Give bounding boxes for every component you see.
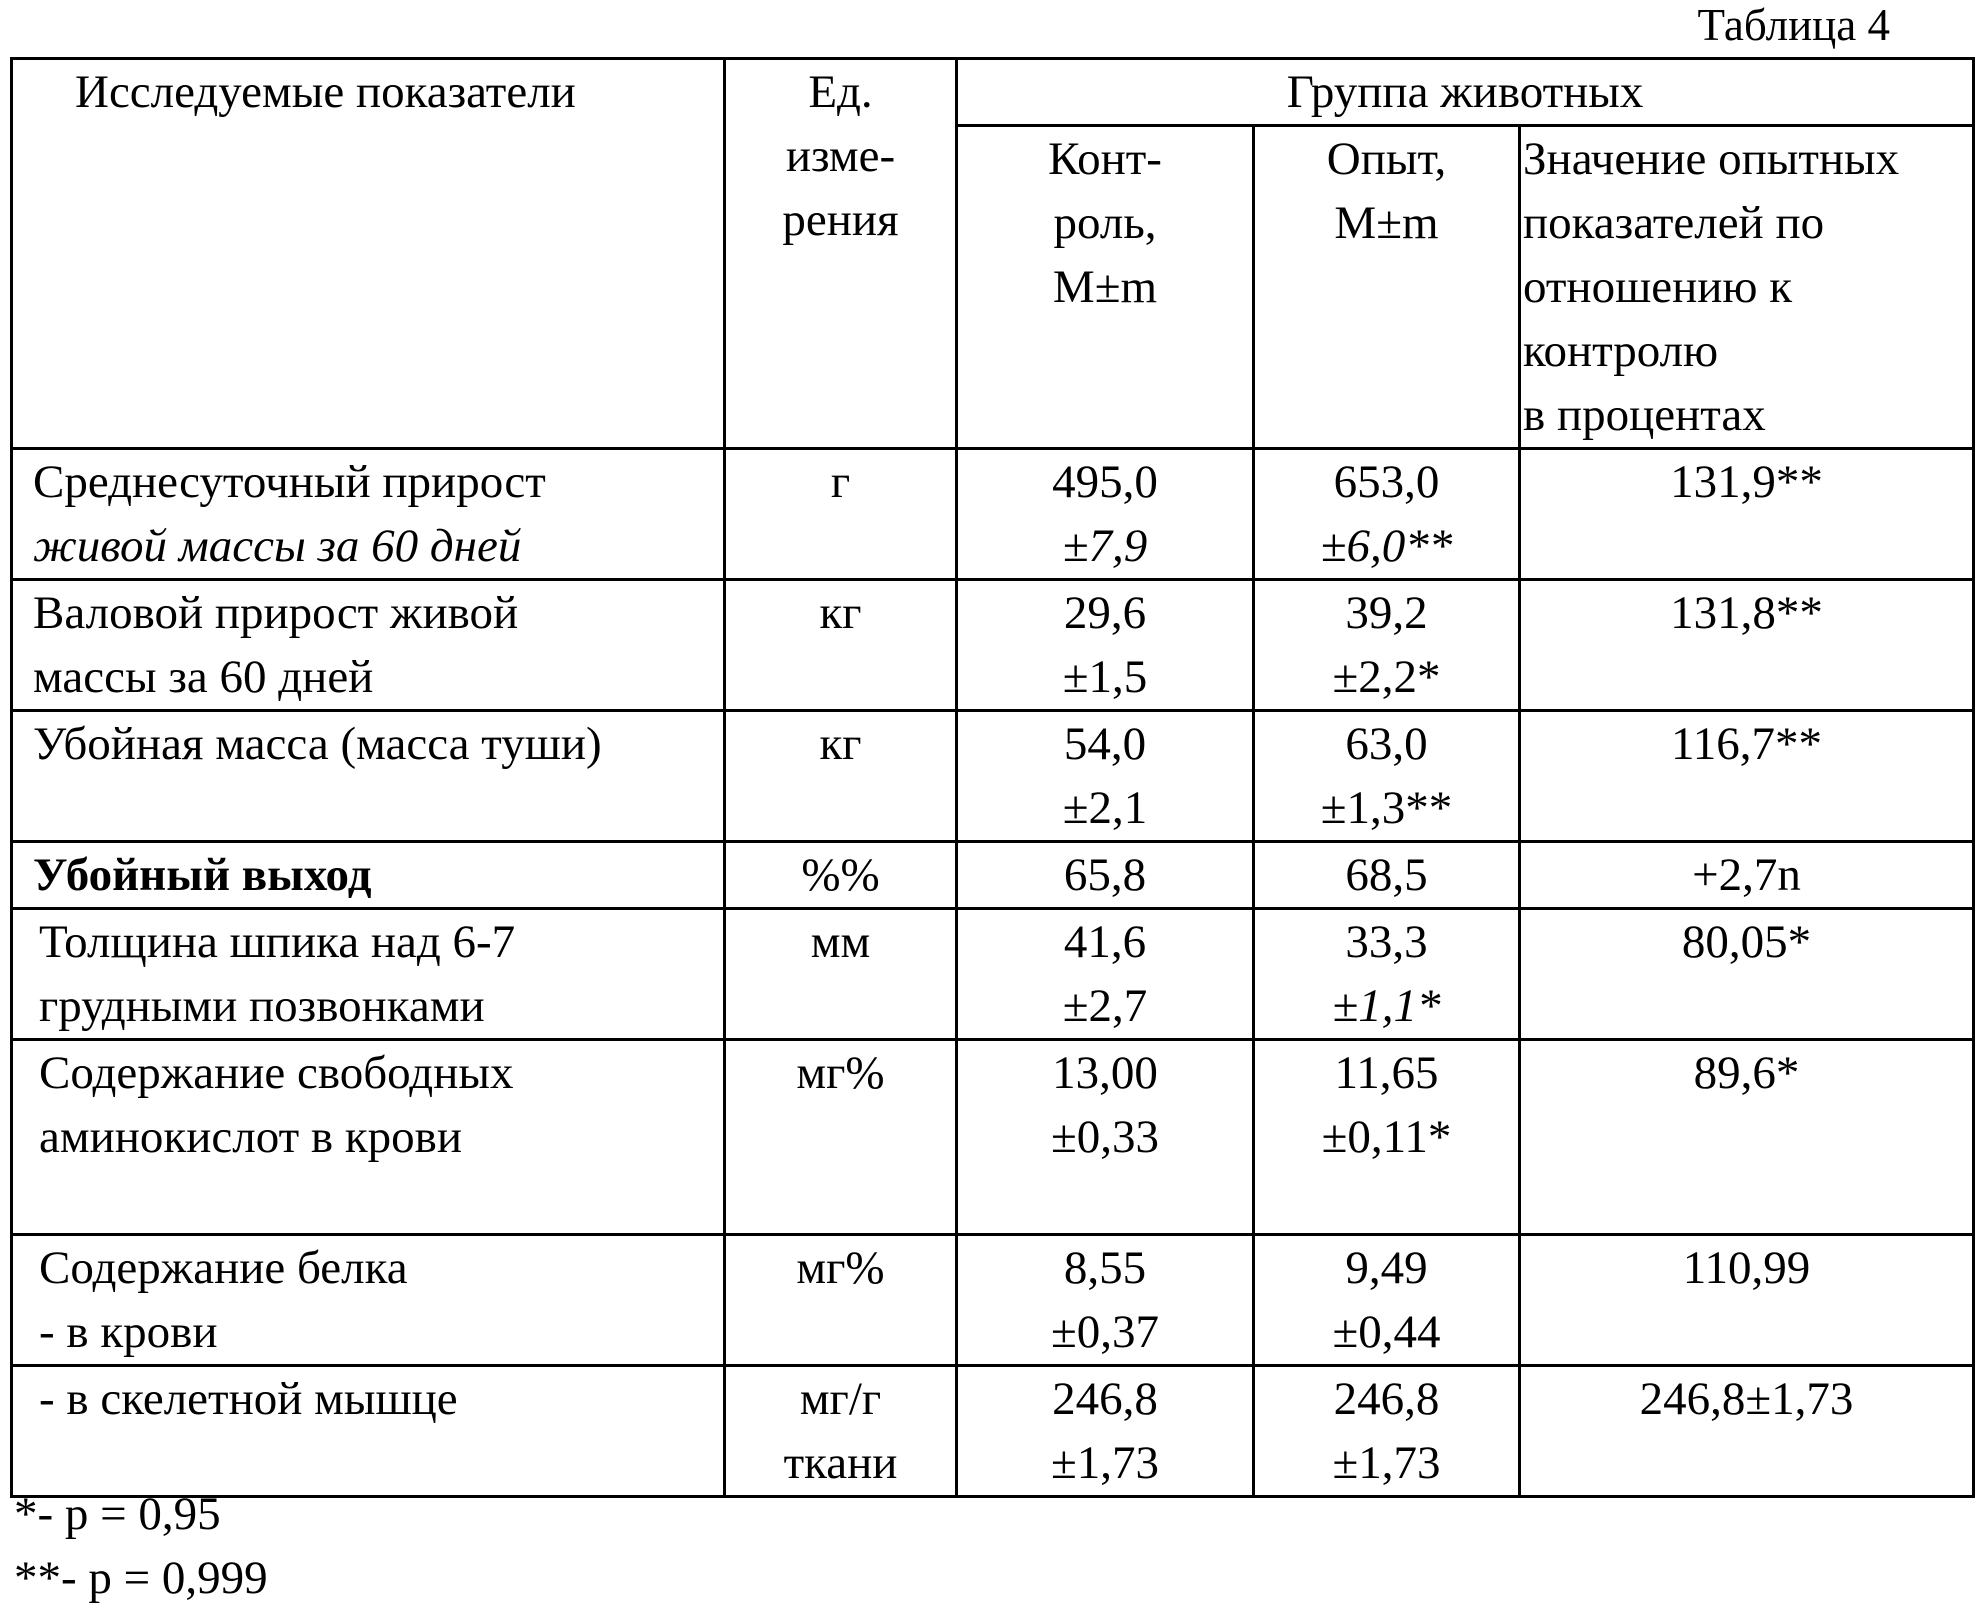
row-name-line: массы за 60 дней: [33, 645, 723, 709]
row-ratio: 131,9**: [1520, 449, 1974, 580]
header-control-line: M±m: [958, 255, 1252, 319]
row-experiment-line: 246,8: [1255, 1367, 1518, 1431]
row-experiment-line: 11,65: [1255, 1041, 1518, 1105]
row-name-line: - в крови: [39, 1300, 723, 1364]
header-unit-line: изме-: [726, 124, 955, 188]
row-ratio: 116,7**: [1520, 711, 1974, 842]
row-control-line: ±1,5: [958, 645, 1252, 709]
row-name-line: - в скелетной мышце: [39, 1367, 723, 1431]
row-control-line: 65,8: [958, 843, 1252, 907]
row-unit-line: %%: [726, 843, 955, 907]
row-experiment-line: 33,3: [1255, 910, 1518, 974]
header-unit-line: Ед.: [726, 60, 955, 124]
header-unit: [725, 59, 957, 449]
row-control-line: ±7,9: [958, 514, 1252, 578]
row-name-line: аминокислот в крови: [39, 1105, 723, 1169]
row-name-line: Толщина шпика над 6-7: [39, 910, 723, 974]
row-control: [957, 711, 1254, 842]
table-caption: Таблица 4: [1650, 0, 1890, 50]
row-experiment-line: 39,2: [1255, 581, 1518, 645]
header-ratio-line: Значение опытных: [1523, 127, 1972, 191]
row-name-line: Среднесуточный прирост: [33, 450, 723, 514]
row-control-line: 54,0: [958, 712, 1252, 776]
row-unit: [725, 1366, 957, 1497]
row-experiment: [1254, 711, 1520, 842]
row-experiment: [1254, 1040, 1520, 1235]
row-unit-line: г: [726, 450, 955, 514]
row-unit: [725, 842, 957, 909]
row-unit-line: мм: [726, 910, 955, 974]
row-name-line: Убойная масса (масса туши): [33, 712, 723, 776]
row-control-line: ±0,37: [958, 1300, 1252, 1364]
row-experiment-line: 653,0: [1255, 450, 1518, 514]
table-row: [12, 1366, 1974, 1497]
row-name-line: Убойный выход: [33, 843, 723, 907]
row-name-line: Содержание свободных: [39, 1041, 723, 1105]
row-unit: [725, 580, 957, 711]
table-row: [12, 842, 1974, 909]
row-control: [957, 1366, 1254, 1497]
header-ratio-line: отношению к: [1523, 255, 1972, 319]
row-control-line: 41,6: [958, 910, 1252, 974]
row-name: [12, 580, 725, 711]
row-name-line: грудными позвонками: [39, 974, 723, 1038]
row-name-line: Содержание белка: [39, 1236, 723, 1300]
footnotes: [14, 1482, 268, 1610]
row-experiment-line: 68,5: [1255, 843, 1518, 907]
row-experiment-line: 63,0: [1255, 712, 1518, 776]
header-experiment-line: Опыт,: [1255, 127, 1518, 191]
row-unit-line: кг: [726, 581, 955, 645]
row-control-line: ±1,73: [958, 1431, 1252, 1495]
row-control: [957, 580, 1254, 711]
row-name: [12, 1366, 725, 1497]
row-name: [12, 909, 725, 1040]
row-control-line: 13,00: [958, 1041, 1252, 1105]
row-ratio: +2,7n: [1520, 842, 1974, 909]
row-unit: [725, 1040, 957, 1235]
row-name-line: живой массы за 60 дней: [33, 514, 723, 578]
table-row: [12, 711, 1974, 842]
table-row: [12, 449, 1974, 580]
row-name: [12, 842, 725, 909]
header-ratio: [1520, 126, 1974, 449]
row-unit: [725, 909, 957, 1040]
results-table: [10, 57, 1975, 1498]
row-experiment-line: ±1,1*: [1255, 974, 1518, 1038]
row-name: [12, 711, 725, 842]
row-experiment: [1254, 909, 1520, 1040]
row-ratio: 131,8**: [1520, 580, 1974, 711]
footnote: *- p = 0,95: [14, 1482, 268, 1546]
row-unit-line: мг%: [726, 1236, 955, 1300]
row-control-line: 495,0: [958, 450, 1252, 514]
header-control: [957, 126, 1254, 449]
header-indicators: Исследуемые показатели: [12, 59, 725, 449]
row-ratio: 246,8±1,73: [1520, 1366, 1974, 1497]
row-control: [957, 1235, 1254, 1366]
row-experiment-line: ±2,2*: [1255, 645, 1518, 709]
table-row: [12, 1235, 1974, 1366]
row-experiment-line: ±1,73: [1255, 1431, 1518, 1495]
header-group: Группа животных: [957, 59, 1974, 126]
row-unit: [725, 711, 957, 842]
row-unit-line: мг%: [726, 1041, 955, 1105]
row-control-line: ±0,33: [958, 1105, 1252, 1169]
row-control-line: 8,55: [958, 1236, 1252, 1300]
row-control: [957, 449, 1254, 580]
header-experiment: [1254, 126, 1520, 449]
row-ratio: 89,6*: [1520, 1040, 1974, 1235]
row-name: [12, 449, 725, 580]
row-control: [957, 909, 1254, 1040]
row-control: [957, 842, 1254, 909]
row-unit: [725, 449, 957, 580]
table-row: [12, 1040, 1974, 1235]
row-control-line: 29,6: [958, 581, 1252, 645]
row-ratio: 110,99: [1520, 1235, 1974, 1366]
header-ratio-line: контролю: [1523, 319, 1972, 383]
row-experiment-line: ±6,0**: [1255, 514, 1518, 578]
row-control-line: ±2,1: [958, 776, 1252, 840]
row-unit-line: мг/г: [726, 1367, 955, 1431]
row-experiment-line: 9,49: [1255, 1236, 1518, 1300]
row-name: [12, 1040, 725, 1235]
table-row: [12, 909, 1974, 1040]
row-experiment: [1254, 842, 1520, 909]
header-control-line: Конт-: [958, 127, 1252, 191]
row-experiment: [1254, 1366, 1520, 1497]
row-ratio: 80,05*: [1520, 909, 1974, 1040]
footnote: **- p = 0,999: [14, 1546, 268, 1610]
row-name: [12, 1235, 725, 1366]
row-control-line: 246,8: [958, 1367, 1252, 1431]
row-experiment-line: ±0,44: [1255, 1300, 1518, 1364]
row-experiment-line: ±1,3**: [1255, 776, 1518, 840]
header-experiment-line: M±m: [1255, 191, 1518, 255]
row-unit-line: кг: [726, 712, 955, 776]
table-row: [12, 580, 1974, 711]
row-unit: [725, 1235, 957, 1366]
row-control: [957, 1040, 1254, 1235]
row-name-line: Валовой прирост живой: [33, 581, 723, 645]
row-control-line: ±2,7: [958, 974, 1252, 1038]
header-unit-line: рения: [726, 188, 955, 252]
row-experiment-line: ±0,11*: [1255, 1105, 1518, 1169]
header-control-line: роль,: [958, 191, 1252, 255]
row-experiment: [1254, 1235, 1520, 1366]
row-experiment: [1254, 449, 1520, 580]
header-ratio-line: показателей по: [1523, 191, 1972, 255]
row-unit-line: ткани: [726, 1431, 955, 1495]
row-experiment: [1254, 580, 1520, 711]
header-ratio-line: в процентах: [1523, 383, 1972, 447]
